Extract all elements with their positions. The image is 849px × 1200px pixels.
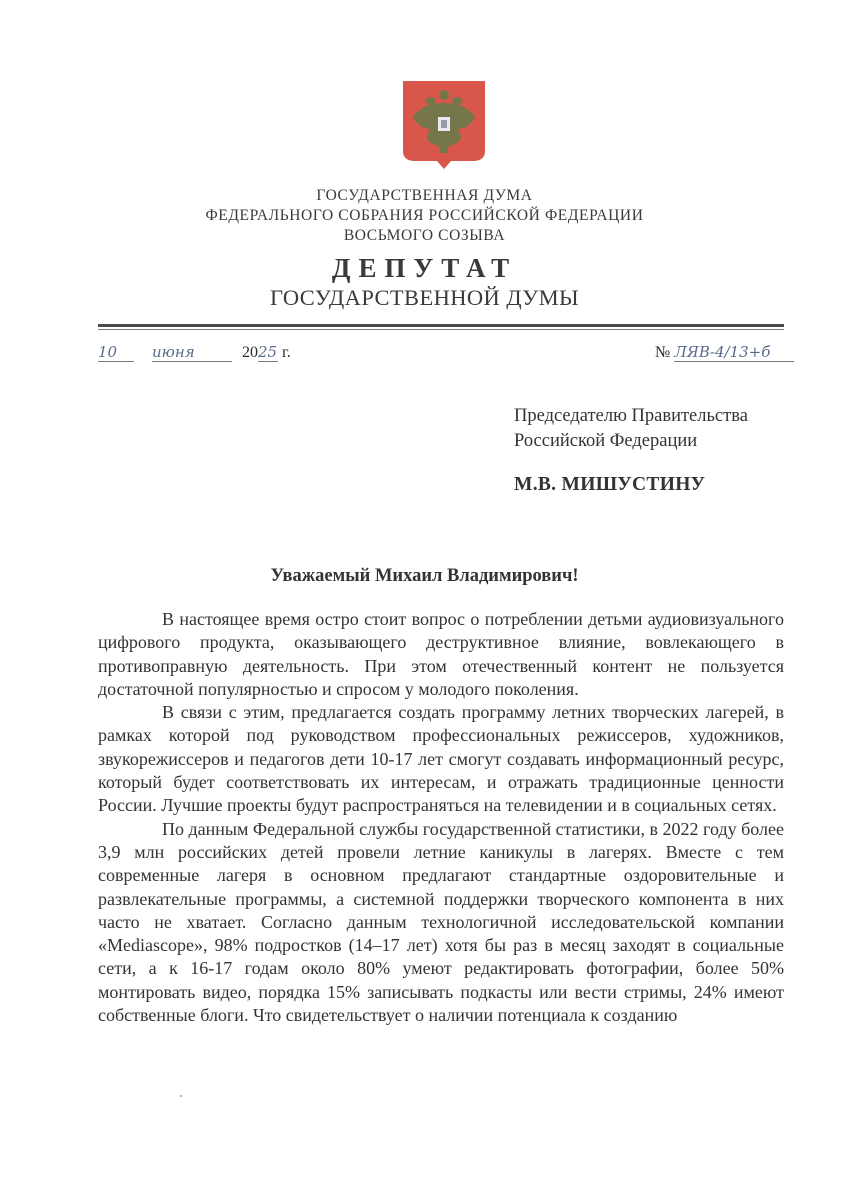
letterhead-subtitle: ГОСУДАРСТВЕННОЙ ДУМЫ <box>269 285 580 310</box>
date-month: июня <box>152 343 232 362</box>
salutation: Уважаемый Михаил Владимирович! <box>270 566 579 586</box>
date-year-prefix: 20 <box>242 344 258 361</box>
addressee-block <box>514 404 748 454</box>
date-year-suffix: 25 <box>258 343 278 361</box>
header-divider-thick <box>98 324 784 327</box>
addressee-title-line-1: Председателю Правительства <box>514 406 748 426</box>
document-number <box>655 343 794 362</box>
org-name-line-1: ГОСУДАРСТВЕННАЯ ДУМА <box>316 187 533 204</box>
addressee-title-line-2: Российской Федерации <box>514 431 698 451</box>
coat-of-arms-emblem-icon <box>401 79 487 171</box>
date-year-unit: г. <box>282 344 291 361</box>
date-day: 10 <box>98 343 134 362</box>
document-date <box>98 343 291 367</box>
paragraph: В настоящее время остро стоит вопрос о потреблении детьми аудиовизуального цифрового продукта, оказывающего деструктивное влияние, вовлекающего в противоправную деятельность. При этом отечественный контент не пользуется достаточной популярностью и спросом у молодого поколения. <box>98 609 784 699</box>
letterhead-title: ДЕПУТАТ <box>331 253 518 283</box>
number-value: ЛЯВ-4/13+б <box>674 343 794 362</box>
org-name-line-2: ФЕДЕРАЛЬНОГО СОБРАНИЯ РОССИЙСКОЙ ФЕДЕРАЦИИ <box>205 207 644 224</box>
paragraph: В связи с этим, предлагается создать программу летних творческих лагерей, в рамках которой под руководством профессиональных режиссеров, художников, звукорежиссеров и педагогов дети 10-17 лет смогут создавать информационный ресурс, который будет соответствовать их интересам, и отражать традиционные ценности России. Лучшие проекты будут распространяться на телевидении и в социальных сетях. <box>98 702 784 816</box>
addressee-name: М.В. МИШУСТИНУ <box>514 474 706 495</box>
scan-speck <box>180 1095 182 1097</box>
paragraph: По данным Федеральной службы государственной статистики, в 2022 году более 3,9 млн российских детей провели летние каникулы в лагерях. Вместе с тем современные лагеря в основном предлагают стандартные оздоровительные и развлекательные программы, а системной поддержки творческого компонента в них часто не хватает. Согласно данным технологичной исследовательской компании «Mediascope», 98% подростков (14–17 лет) хотя бы раз в месяц заходят в социальные сети, а к 16-17 годам около 80% умеют редактировать фотографии, более 50% монтировать видео, порядка 15% записывать подкасты или вести стримы, 24% имеют собственные блоги. Что свидетельствует о наличии потенциала к созданию <box>98 818 785 1026</box>
org-name-line-3: ВОСЬМОГО СОЗЫВА <box>343 227 506 244</box>
letter-body <box>98 608 784 1027</box>
header-divider-thin <box>98 329 784 330</box>
number-label: № <box>655 344 671 361</box>
